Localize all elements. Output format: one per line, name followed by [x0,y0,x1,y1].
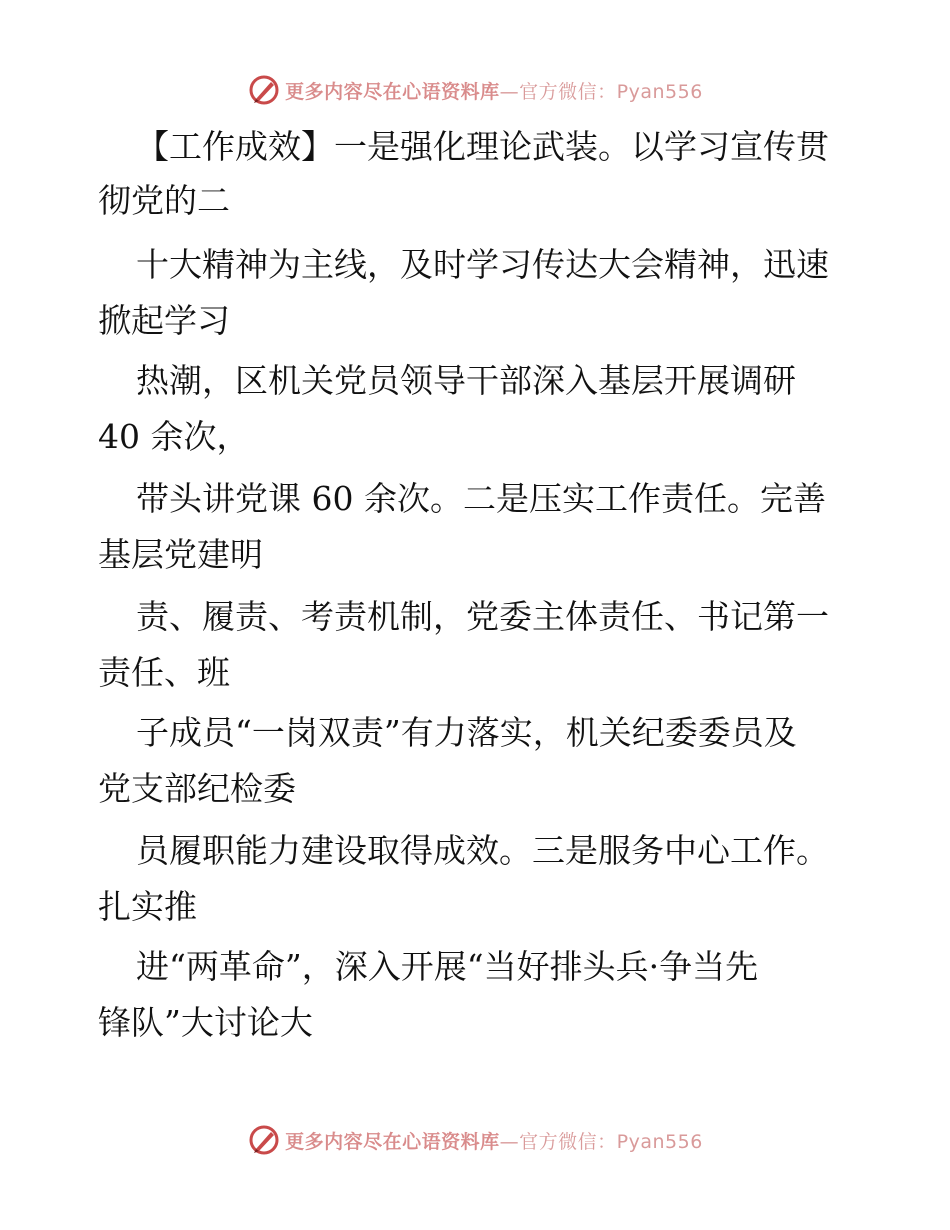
paragraph-line: 进“两革命”，深入开展“当好排头兵·争当先 [136,947,759,986]
paragraph-line: 基层党建明 [98,535,263,574]
paragraph-line: 员履职能力建设取得成效。三是服务中心工作。 [136,831,829,870]
paragraph-line: 【工作成效】一是强化理论武装。以学习宣传贯 [136,127,829,166]
paragraph-line: 党支部纪检委 [98,769,296,808]
paragraph-line: 责、履责、考责机制，党委主体责任、书记第一 [136,597,829,636]
paragraph-line: 子成员“一岗双责”有力落实，机关纪委委员及 [136,713,797,752]
watermark-text: 更多内容尽在心语资料库—官方微信：Pyan556 [285,80,703,103]
paragraph-line: 责任、班 [98,653,230,692]
paragraph-line: 锋队”大讨论大 [98,1003,313,1042]
paragraph-line: 扎实推 [98,887,197,926]
paragraph-line: 带头讲党课 60 余次。二是压实工作责任。完善 [136,479,826,518]
paragraph-line: 十大精神为主线，及时学习传达大会精神，迅速 [136,245,829,284]
header-watermark [0,70,950,110]
watermark-text: 更多内容尽在心语资料库—官方微信：Pyan556 [285,1130,703,1153]
paragraph-line: 彻党的二 [98,181,230,220]
paragraph-line: 热潮，区机关党员领导干部深入基层开展调研 [136,361,796,400]
paragraph-line: 40 余次， [98,417,250,456]
paragraph-line: 掀起学习 [98,301,230,340]
pen-logo-icon [247,73,281,107]
footer-watermark [0,1120,950,1160]
pen-logo-icon [247,1123,281,1157]
